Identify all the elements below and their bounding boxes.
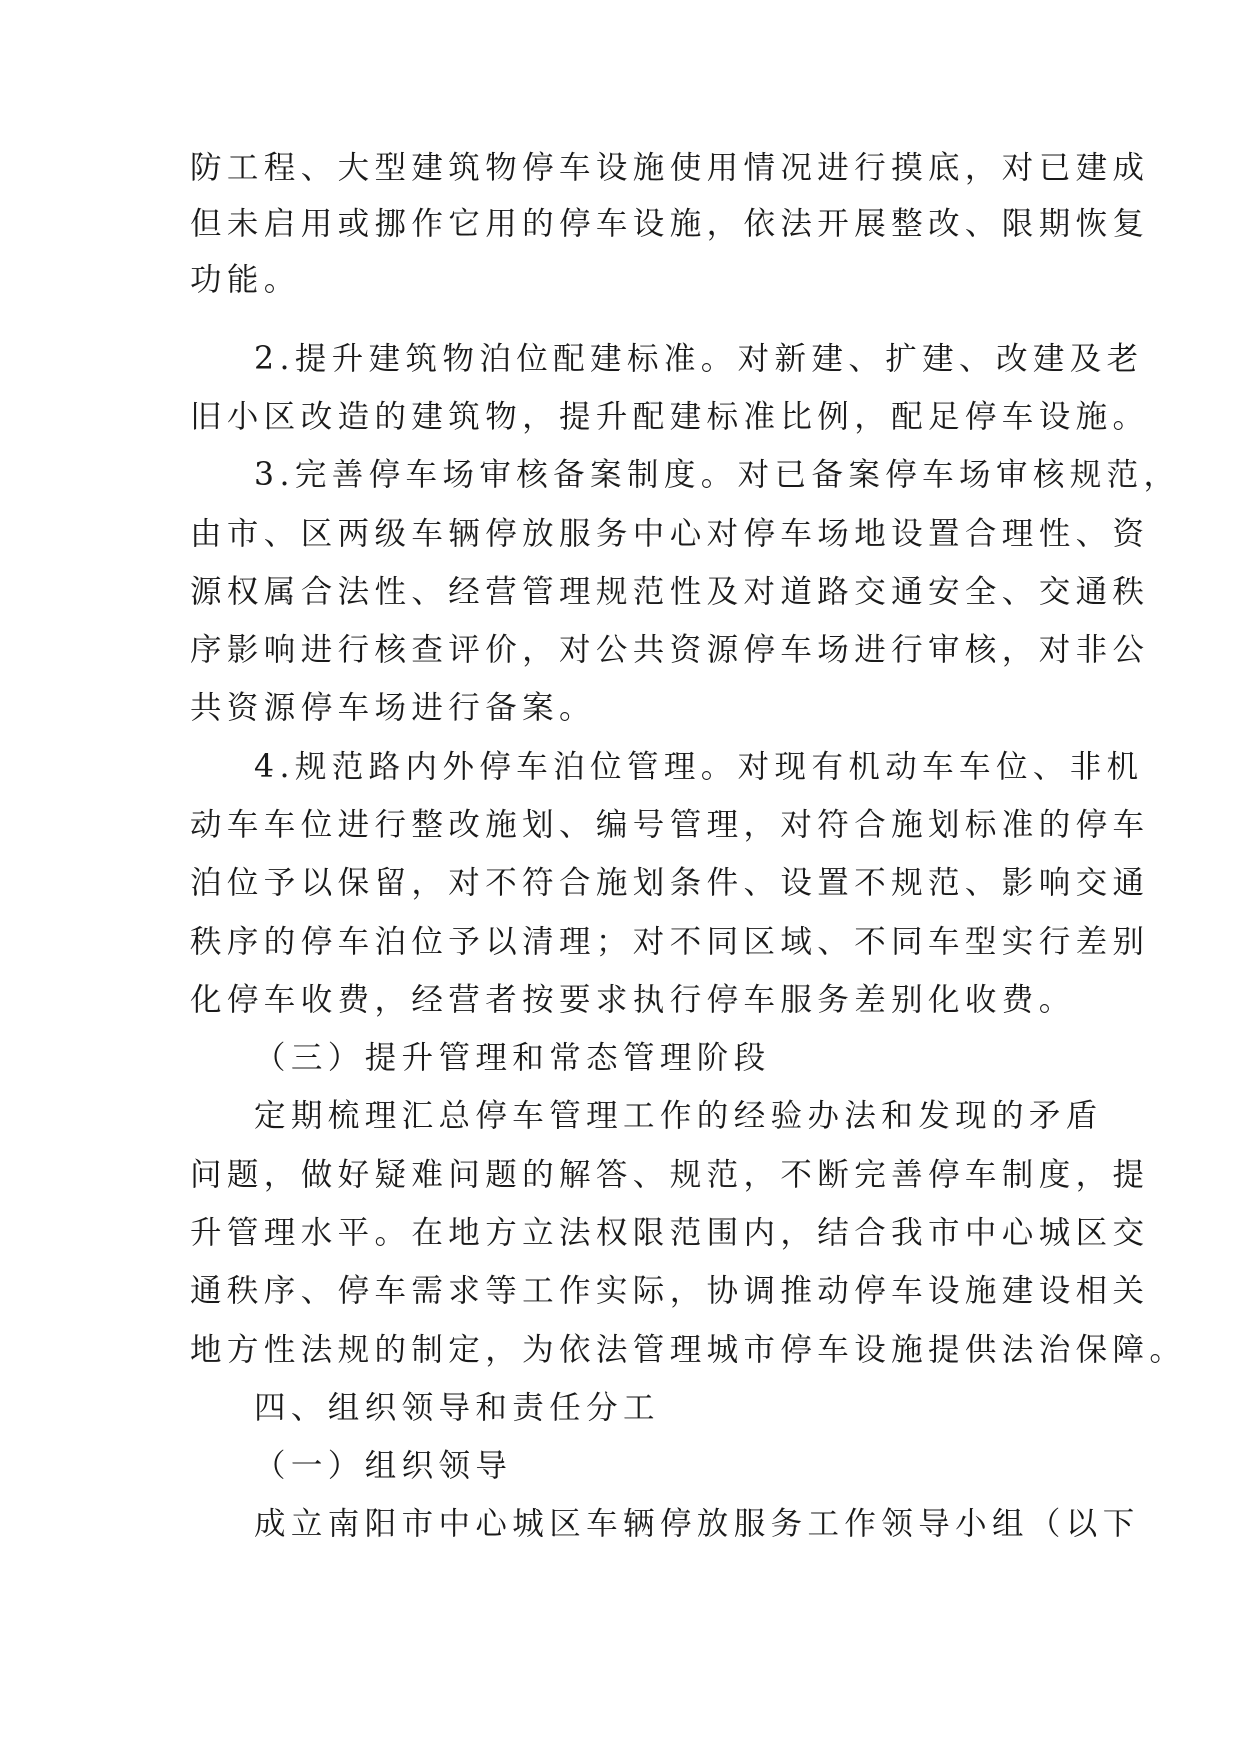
text-line: 共资源停车场进行备案。 (190, 690, 596, 726)
paragraph-start: 定期梳理汇总停车管理工作的经验办法和发现的矛盾 (254, 1098, 1103, 1134)
text-line: 动车车位进行整改施划、编号管理，对符合施划标准的停车 (190, 807, 1150, 843)
text-line: 泊位予以保留，对不符合施划条件、设置不规范、影响交通 (190, 865, 1150, 901)
text-line: 源权属合法性、经营管理规范性及对道路交通安全、交通秩 (190, 574, 1150, 610)
text-line: 升管理水平。在地方立法权限范围内，结合我市中心城区交 (190, 1215, 1150, 1251)
text-line: 问题，做好疑难问题的解答、规范，不断完善停车制度，提 (190, 1157, 1150, 1193)
paragraph-start: 成立南阳市中心城区车辆停放服务工作领导小组（以下 (254, 1506, 1140, 1542)
chapter-heading: 四、组织领导和责任分工 (254, 1390, 660, 1426)
text-line: 功能。 (190, 262, 301, 298)
text-line: 化停车收费，经营者按要求执行停车服务差别化收费。 (190, 982, 1076, 1018)
list-item-heading: 4.规范路内外停车泊位管理。对现有机动车车位、非机 (254, 749, 1144, 785)
section-heading: （三）提升管理和常态管理阶段 (254, 1040, 771, 1076)
list-item-heading: 2.提升建筑物泊位配建标准。对新建、扩建、改建及老 (254, 341, 1144, 377)
text-line: 由市、区两级车辆停放服务中心对停车场地设置合理性、资 (190, 516, 1150, 552)
text-line: 通秩序、停车需求等工作实际，协调推动停车设施建设相关 (190, 1273, 1150, 1309)
list-item-heading: 3.完善停车场审核备案制度。对已备案停车场审核规范， (254, 457, 1181, 493)
text-line: 防工程、大型建筑物停车设施使用情况进行摸底，对已建成 (190, 150, 1150, 186)
text-line: 序影响进行核查评价，对公共资源停车场进行审核，对非公 (190, 632, 1150, 668)
text-line: 旧小区改造的建筑物，提升配建标准比例，配足停车设施。 (190, 399, 1150, 435)
section-heading: （一）组织领导 (254, 1448, 513, 1484)
text-line: 但未启用或挪作它用的停车设施，依法开展整改、限期恢复 (190, 206, 1150, 242)
text-line: 秩序的停车泊位予以清理；对不同区域、不同车型实行差别 (190, 924, 1150, 960)
text-line: 地方性法规的制定，为依法管理城市停车设施提供法治保障。 (190, 1332, 1187, 1368)
